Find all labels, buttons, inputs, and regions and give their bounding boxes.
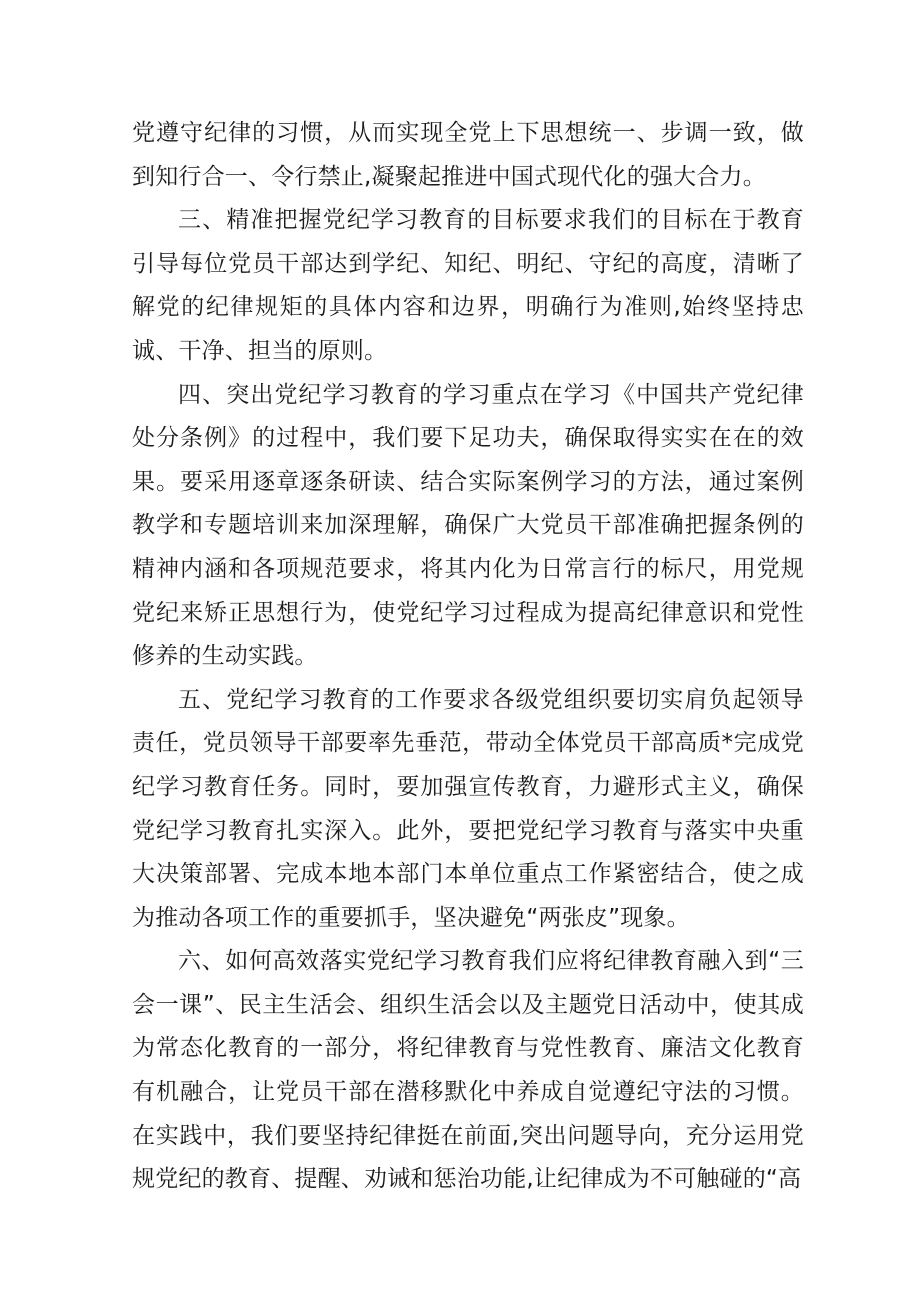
document-body [132,112,804,1202]
paragraph-section-4: 四、突出党纪学习教育的学习重点在学习《中国共产党纪律处分条例》的过程中，我们要下足功夫，确保取得实实在在的效果。要采用逐章逐条研读、结合实际案例学习的方法，通过案例教学和专题培训来加深理解，确保广大党员干部准确把握条例的精神内涵和各项规范要求，将其内化为日常言行的标尺，用党规党纪来矫正思想行为，使党纪学习过程成为提高纪律意识和党性修养的生动实践。 [132,381,804,670]
paragraph-section-5: 五、党纪学习教育的工作要求各级党组织要切实肩负起领导责任，党员领导干部要率先垂范，带动全体党员干部高质*完成党纪学习教育任务。同时，要加强宣传教育，力避形式主义，确保党纪学习教育扎实深入。此外，要把党纪学习教育与落实中央重大决策部署、完成本地本部门本单位重点工作紧密结合，使之成为推动各项工作的重要抓手，坚决避免“两张皮”现象。 [132,686,804,931]
paragraph-section-6: 六、如何高效落实党纪学习教育我们应将纪律教育融入到“三会一课”、民主生活会、组织生活会以及主题党日活动中，使其成为常态化教育的一部分，将纪律教育与党性教育、廉洁文化教育有机融合，让党员干部在潜移默化中养成自觉遵纪守法的习惯。在实践中，我们要坚持纪律挺在前面,突出问题导向，充分运用党规党纪的教育、提醒、劝诫和惩治功能,让纪律成为不可触碰的“高 [132,948,804,1193]
paragraph-section-3: 三、精准把握党纪学习教育的目标要求我们的目标在于教育引导每位党员干部达到学纪、知纪、明纪、守纪的高度，清晰了解党的纪律规矩的具体内容和边界，明确行为准则,始终坚持忠诚、干净、担当的原则。 [132,207,804,364]
paragraph-continuation: 党遵守纪律的习惯，从而实现全党上下思想统一、步调一致，做到知行合一、令行禁止,凝聚起推进中国式现代化的强大合力。 [132,120,804,190]
